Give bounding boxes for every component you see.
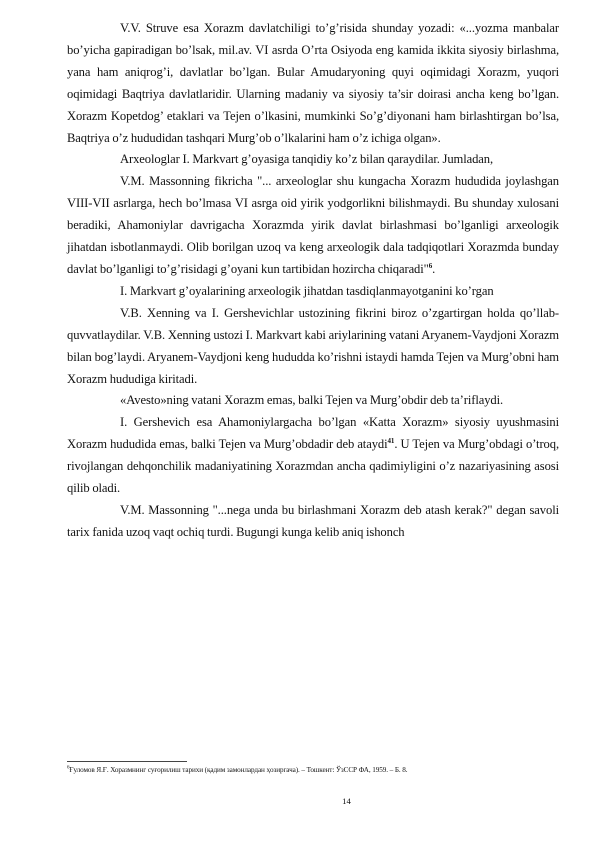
paragraph-markvart-ideas: I. Markvart g’oyalarining arxeologik jihatdan tasdiqlanmayotganini ko’rgan	[120, 283, 494, 298]
paragraph-struve: V.V. Struve esa Xorazm davlatchiligi to’g’risida shunday yozadi: «...yozma manbalar bo’yicha gapiradigan bo’lsak, mil.av. VI asrda O’rta Osiyoda eng kamida ikkita siyosiy birlashma, yana ham aniqrog’i, davlatlar bo’lgan. Bular Amudaryoning quyi oqimidagi Xorazm, yuqori oqimidagi Baqtriya davlatlaridir. Ularning madaniy va siyosiy ta’sir doirasi ancha keng bo’lgan. Xorazm Kopetdog’ etaklari va Tejen o’lkasini, mumkinki So’g’diyonani ham birlashtirgan bo’lsa, Baqtriya o’z hududidan tashqari Murg’ob o’lkalarini ham o’z ichiga olgan».	[67, 21, 559, 145]
footnote-marker: 6	[67, 765, 70, 771]
paragraph-markvart-critique: Arxeologlar I. Markvart g’oyasiga tanqidiy ko’z bilan qaraydilar. Jumladan,	[120, 152, 494, 167]
footnote-reference[interactable]: 6	[428, 261, 433, 270]
document-body	[67, 18, 559, 544]
paragraph-avesto: «Avesto»ning vatani Xorazm emas, balki Tejen va Murg’obdir deb ta’riflaydi.	[120, 393, 504, 408]
footnote	[67, 765, 559, 776]
paragraph-xenning: V.B. Xenning va I. Gershevichlar ustozining fikrini biroz o’zgartirgan holda qo’llab-quvvatlaydilar. V.B. Xenning ustozi I. Markvart kabi ariylarining vatani Aryanem-Vaydjoni Xorazm bilan bog’laydi. Aryanem-Vaydjoni keng hududda ko’rishni istaydi hamda Tejen va Murg’obni ham Xorazm hududiga kiritadi.	[67, 305, 559, 386]
footnote-reference[interactable]: 41	[387, 437, 395, 446]
page-number: 14	[342, 796, 351, 806]
paragraph-masson-question: V.M. Massonning "...nega unda bu birlashmani Xorazm deb atash kerak?" degan savoli tarix fanida uzoq vaqt ochiq turdi. Bugungi kunga kelib aniq ishonch	[67, 502, 559, 539]
paragraph-masson: V.M. Massonning fikricha "... arxeologlar shu kungacha Xorazm hududida joylashgan VIII-VII asrlarga, hech bo’lmasa VI asrga oid yirik yodgorlikni bilishmaydi. Bu shunday xulosani beradiki, Ahamoniylar davrigacha Xorazmda yirik davlat birlashmasi bo’lganligi arxeologik jihatdan isbotlanmaydi. Olib borilgan uzoq va keng arxeologik dala tadqiqotlari Xorazmda bunday davlat bo’lganligi to’g’risidagi g’oyani kun tartibidan hozircha chiqaradi"$^6$.	[67, 174, 559, 276]
footnote-separator	[67, 761, 187, 762]
footnote-text: Ғуломов Я.Ғ. Хоразмнинг суғорилиш тарихи (қадим замонлардан ҳозиргача). – Тошкент: ЎзССР ФА, 1959. – Б. 8.	[69, 766, 408, 774]
paragraph-gershevich: I. Gershevich esa Ahamoniylargacha bo’lgan «Katta Xorazm» siyosiy uyushmasini Xorazm hududida emas, balki Tejen va Murg’obdadir deb ataydi$^{41}$. U Tejen va Murg’obdagi o’troq, rivojlangan dehqonchilik madaniyatining Xorazmdan ancha qadimiyligini o’z nazariyasining asosi qilib oladi.	[67, 415, 559, 496]
